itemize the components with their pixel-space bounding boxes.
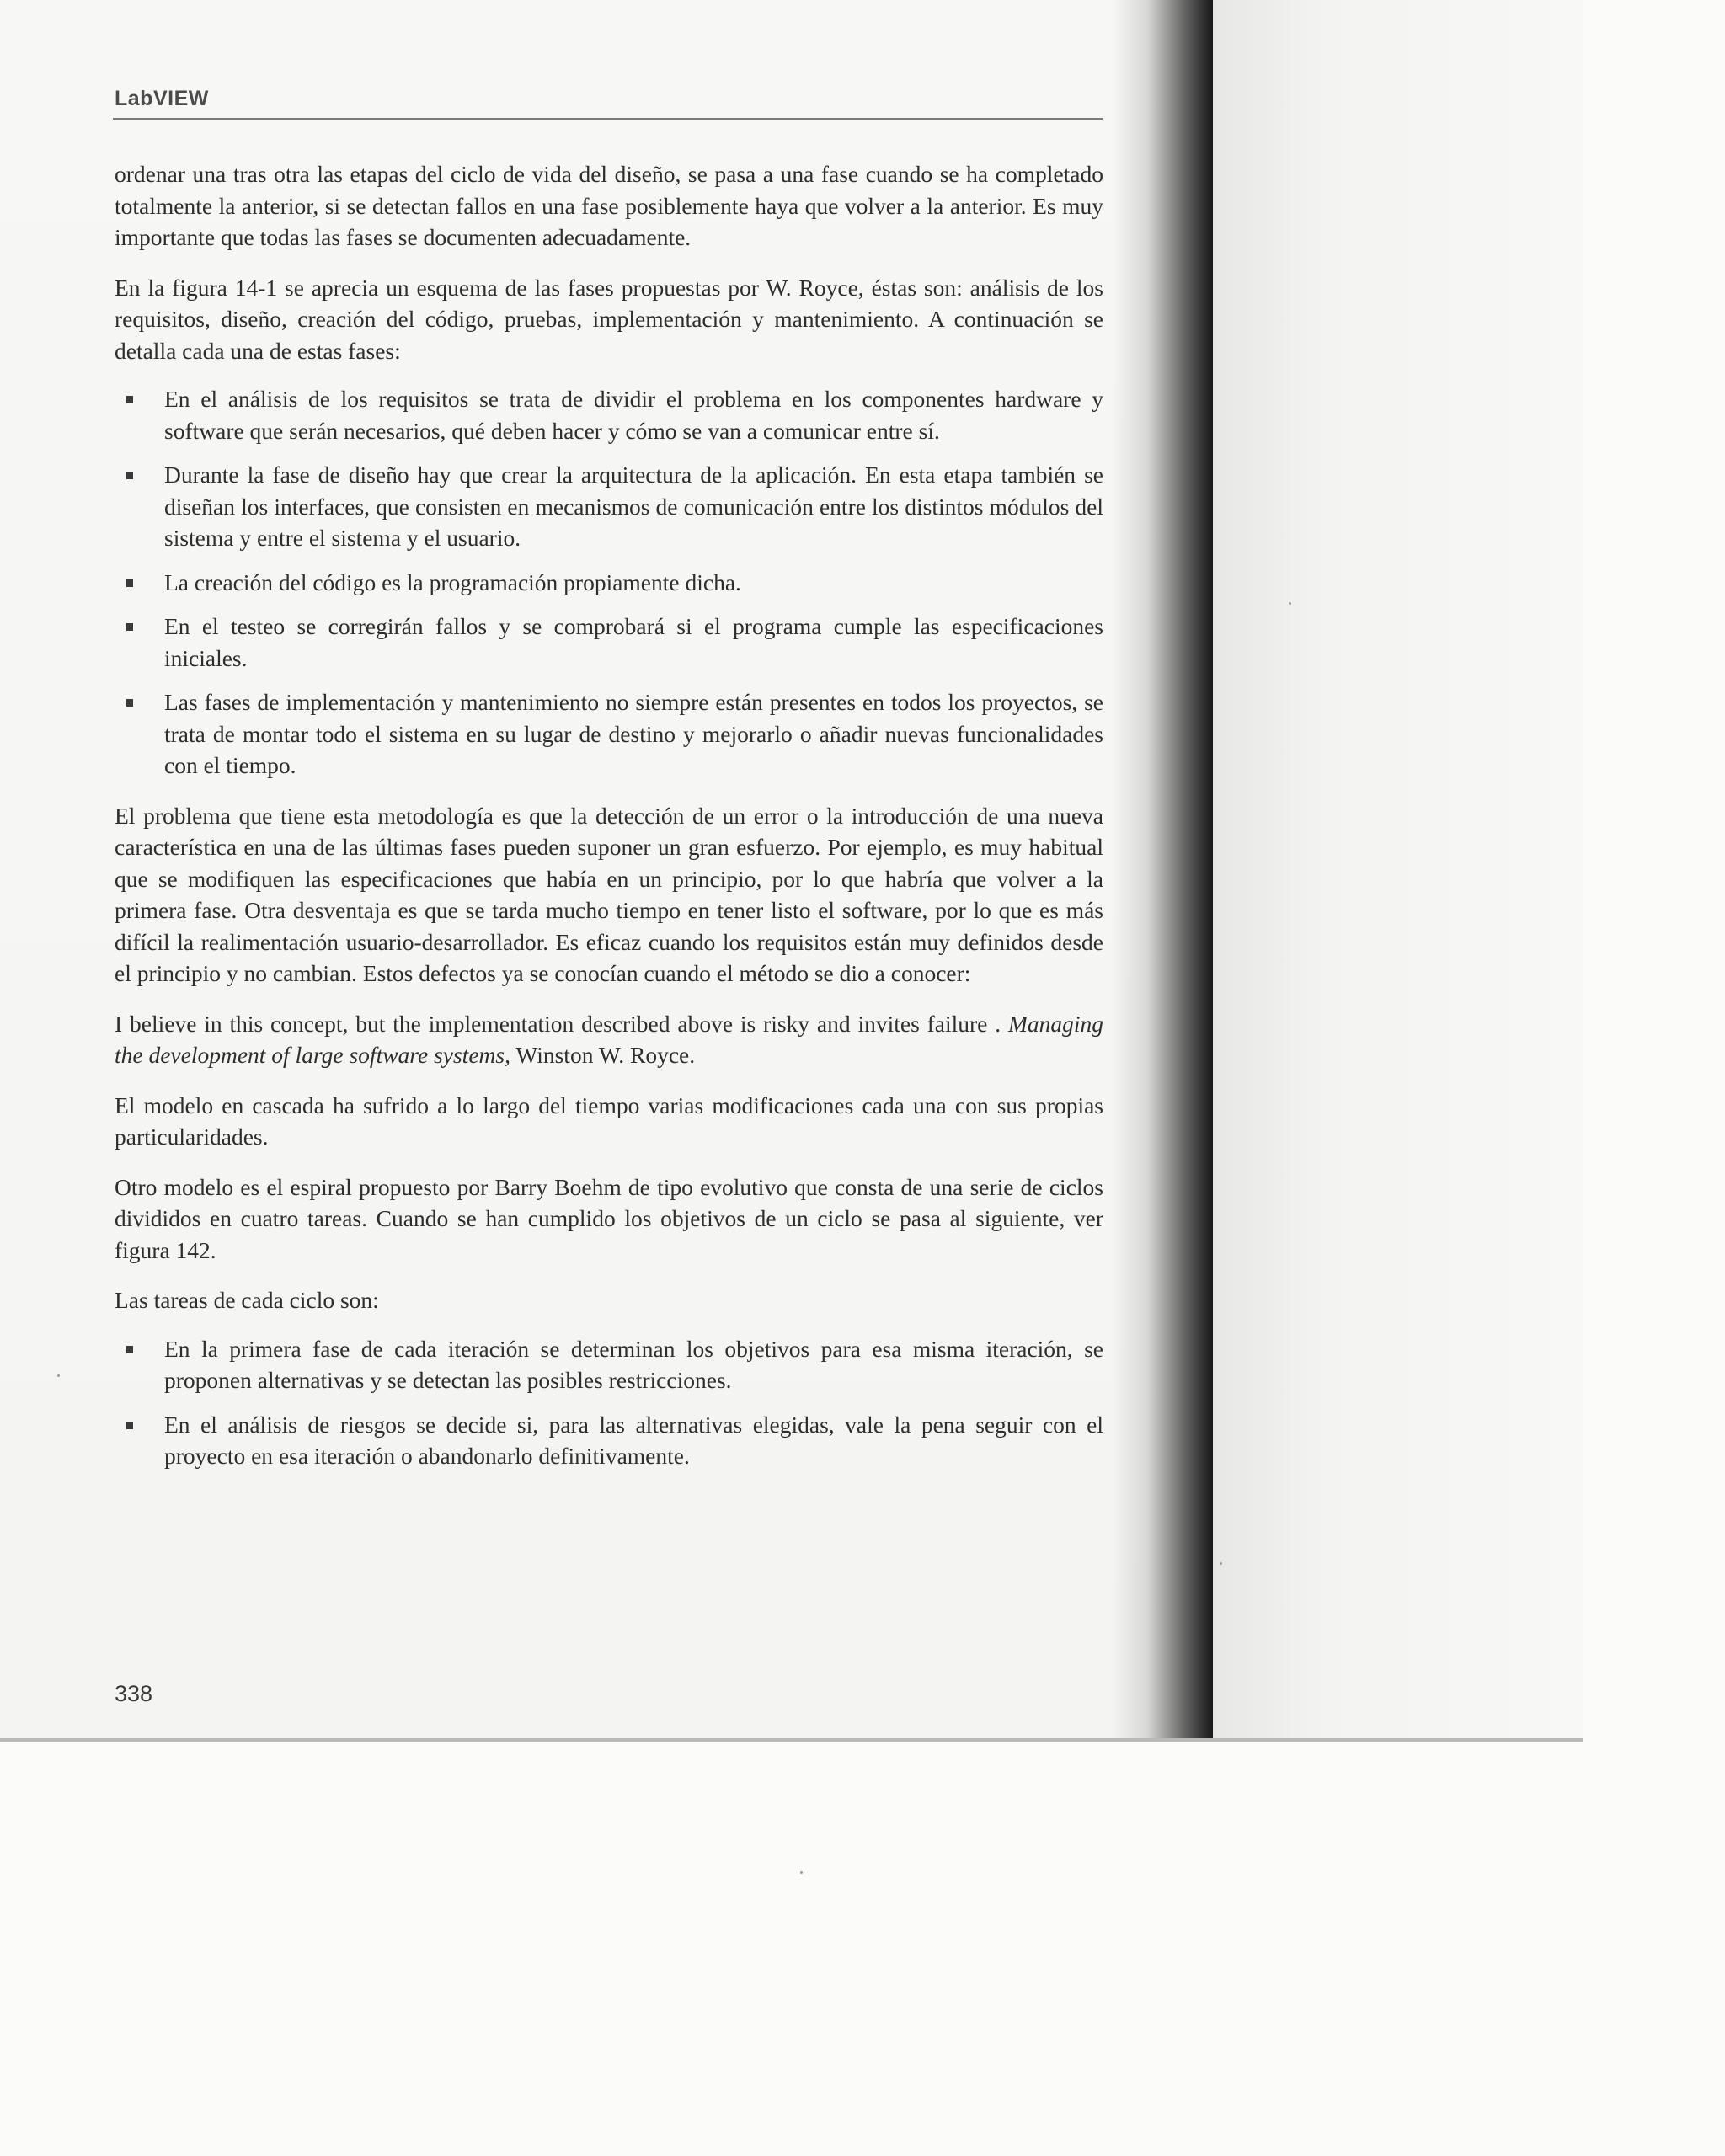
list-item-text: En el análisis de los requisitos se trata de dividir el problema en los componentes hardware y software que serán necesarios, qué deben hacer y cómo se van a comunicar entre sí. [164,386,1103,444]
paragraph-cycle-tasks-intro: Las tareas de cada ciclo son: [115,1287,379,1313]
header-rule [113,118,1103,120]
list-item-text: Durante la fase de diseño hay que crear la arquitectura de la aplicación. En esta etapa también se diseñan los interfaces, que consisten en mecanismos de comunicación entre los distintos módulos del sistema y entre el sistema y el usuario. [164,462,1103,551]
list-item [115,383,1103,446]
phases-list [115,383,1103,782]
paragraph-method-problems: El problema que tiene esta metodología es que la detección de un error o la introducción de una nueva característica en una de las últimas fases pueden suponer un gran esfuerzo. Por ejemplo, es muy habitual que se modifiquen las especificaciones que había en un principio, por lo que habría que volver a la primera fase. Otra desventaja es que se tarda mucho tiempo en tener listo el software, por lo que es más difícil la realimentación usuario-desarrollador. Es eficaz cuando los requisitos están muy definidos desde el principio y no cambian. Estos defectos ya se conocían cuando el método se dio a conocer: [115,802,1103,986]
bullet-icon [126,699,133,707]
bullet-icon [126,472,133,479]
quote-source-title: Managing the development of large software systems, [115,1010,1103,1068]
scan-speck [800,1871,803,1874]
scan-speck [57,1374,60,1377]
list-item-text: Las fases de implementación y mantenimiento no siempre están presentes en todos los proyectos, se trata de montar todo el sistema en su lugar de destino y mejorarlo o añadir nuevas funcionalidades con el tiempo. [164,689,1103,778]
list-item-text: En el análisis de riesgos se decide si, para las alternativas elegidas, vale la pena seguir con el proyecto en esa iteración o abandonarlo definitivamente. [164,1411,1103,1469]
list-item [115,567,1103,599]
scan-speck [1289,602,1291,605]
binding-gutter-shadow [1112,0,1213,1742]
paragraph-royce-phases: En la figura 14-1 se aprecia un esquema de las fases propuestas por W. Royce, éstas son: análisis de los requisitos, diseño, creación del código, pruebas, implementación y mantenimiento. A continuación se detalla cada una de estas fases: [115,274,1103,364]
facing-page-edge [1213,0,1583,1742]
list-item-text: La creación del código es la programación propiamente dicha. [164,568,741,595]
quote-text: I believe in this concept, but the implementation described above is risky and invites failure . [115,1010,1001,1037]
scan-speck [1220,1562,1222,1565]
list-item-text: En la primera fase de cada iteración se determinan los objetivos para esa misma iteración, se proponen alternativas y se detectan las posibles restricciones. [164,1335,1103,1393]
paragraph-cascade-modifications: El modelo en cascada ha sufrido a lo largo del tiempo varias modificaciones cada una con sus propias particularidades. [115,1091,1103,1150]
list-item [115,686,1103,782]
paragraph-waterfall-intro: ordenar una tras otra las etapas del ciclo de vida del diseño, se pasa a una fase cuando se ha completado totalmente la anterior, si se detectan fallos en una fase posiblemente haya que volver a la anterior. Es muy importante que todas las fases se documenten adecuadamente. [115,161,1103,250]
paragraph-spiral-model: Otro modelo es el espiral propuesto por Barry Boehm de tipo evolutivo que consta de una serie de ciclos divididos en cuatro tareas. Cuando se han cumplido los objetivos de un ciclo se pasa al siguiente, ver figura 142. [115,1173,1103,1263]
royce-quote [115,1008,1103,1071]
bullet-icon [126,1346,133,1353]
body-text [115,158,1103,1491]
list-item-text: En el testeo se corregirán fallos y se comprobará si el programa cumple las especificaciones iniciales. [164,613,1103,671]
bullet-icon [126,623,133,631]
page-number: 338 [115,1681,153,1706]
running-header-title: LabVIEW [115,87,209,110]
list-item [115,1409,1103,1472]
quote-author: Winston W. Royce. [515,1042,696,1068]
cycle-tasks-list [115,1333,1103,1472]
bullet-icon [126,396,133,403]
list-item [115,1333,1103,1396]
bullet-icon [126,579,133,587]
list-item [115,459,1103,554]
bullet-icon [126,1422,133,1429]
list-item [115,611,1103,674]
page-bottom-edge [0,1738,1583,1742]
